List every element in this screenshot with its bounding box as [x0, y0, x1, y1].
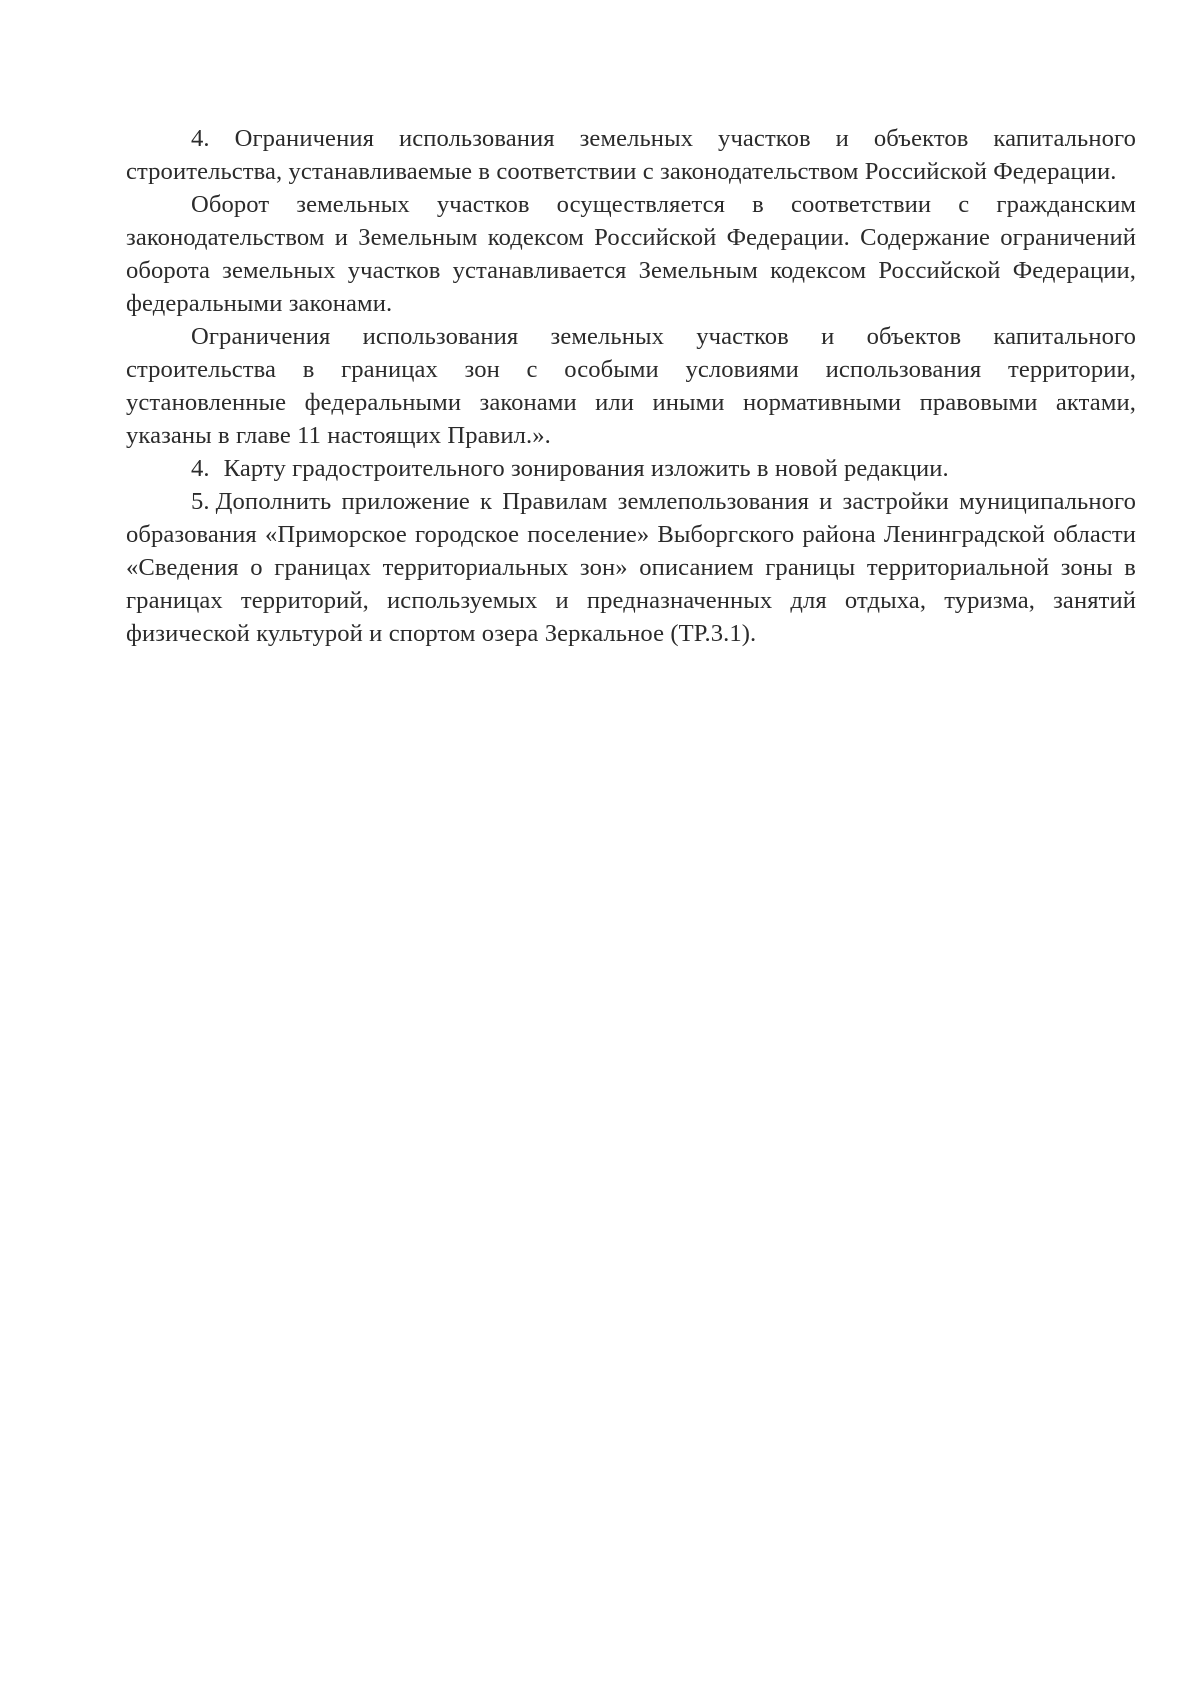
paragraph-zone-restrictions: Ограничения использования земельных участков и объектов капитального строительства в границах зон с особыми условиями использования территории, установленные федеральными законами или иными нормативными правовыми актами, указаны в главе 11 настоящих Правил.».: [126, 323, 1136, 449]
list-item-text: Карту градостроительного зонирования изложить в новой редакции.: [223, 455, 949, 482]
paragraph-restrictions-heading: 4. Ограничения использования земельных участков и объектов капитального строительства, устанавливаемые в соответствии с законодательством Российской Федерации.: [126, 125, 1136, 185]
list-item-appendix: [126, 485, 1136, 650]
document-body: [126, 122, 1136, 650]
list-item-zoning-map: [126, 452, 1136, 485]
list-item-number: 5.: [191, 488, 210, 515]
list-item-number: 4.: [191, 455, 210, 482]
list-item-text: Дополнить приложение к Правилам землепользования и застройки муниципального образования «Приморское городское поселение» Выборгского района Ленинградской области «Сведения о границах территориальных зон» описанием границы территориальной зоны в границах территорий, используемых и предназначенных для отдыха, туризма, занятий физической культурой и спортом озера Зеркальное (ТР.3.1).: [126, 488, 1136, 647]
paragraph-land-turnover: Оборот земельных участков осуществляется в соответствии с гражданским законодательством и Земельным кодексом Российской Федерации. Содержание ограничений оборота земельных участков устанавливается Земельным кодексом Российской Федерации, федеральными законами.: [126, 191, 1136, 317]
